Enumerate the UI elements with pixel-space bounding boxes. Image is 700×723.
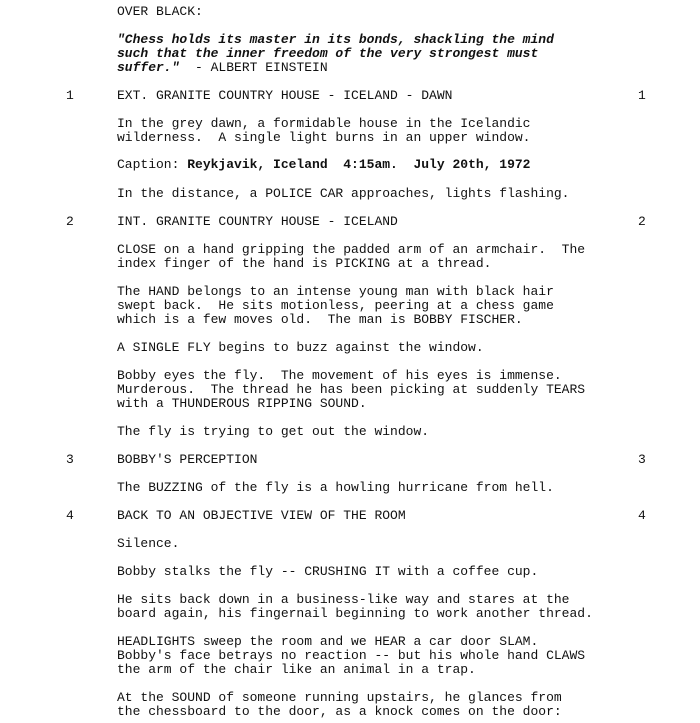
- caption-label: Caption:: [117, 157, 188, 172]
- scene-number-right: 1: [638, 88, 646, 103]
- caption-text: Reykjavik, Iceland 4:15am. July 20th, 1972: [187, 157, 531, 172]
- action-paragraph: Bobby eyes the fly. The movement of his eyes is immense. Murderous. The thread he has been picking at suddenly TEARS with a THUNDEROUS RIPPING SOUND.: [117, 368, 586, 411]
- scene-heading: BACK TO AN OBJECTIVE VIEW OF THE ROOM: [117, 508, 406, 523]
- action-paragraph: He sits back down in a business-like way and stares at the board again, his fingernail beginning to work another thread.: [117, 592, 593, 621]
- action-paragraph: A SINGLE FLY begins to buzz against the window.: [117, 340, 484, 355]
- action-paragraph: Silence.: [117, 536, 180, 551]
- action-paragraph: Bobby stalks the fly -- CRUSHING IT with a coffee cup.: [117, 564, 539, 579]
- action-paragraph: At the SOUND of someone running upstairs, he glances from the chessboard to the door, as a knock comes on the door:: [117, 690, 562, 719]
- scene-number-left: 2: [66, 214, 74, 229]
- epigraph: "Chess holds its master in its bonds, shackling the mind such that the inner freedom of the very strongest must suffer." - ALBERT EINSTEIN: [117, 32, 554, 75]
- scene-number-right: 4: [638, 508, 646, 523]
- epigraph-attribution: - ALBERT EINSTEIN: [179, 60, 328, 75]
- caption: [117, 158, 637, 172]
- scene-heading: BOBBY'S PERCEPTION: [117, 452, 258, 467]
- scene-number-right: 3: [638, 452, 646, 467]
- scene-number-left: 3: [66, 452, 74, 467]
- action-paragraph: In the grey dawn, a formidable house in the Icelandic wilderness. A single light burns in an upper window.: [117, 116, 531, 145]
- transition-over-black: OVER BLACK:: [117, 4, 203, 19]
- scene-number-right: 2: [638, 214, 646, 229]
- scene-heading: EXT. GRANITE COUNTRY HOUSE - ICELAND - DAWN: [117, 88, 453, 103]
- action-paragraph: In the distance, a POLICE CAR approaches, lights flashing.: [117, 186, 570, 201]
- scene-number-left: 1: [66, 88, 74, 103]
- action-paragraph: The HAND belongs to an intense young man with black hair swept back. He sits motionless, peering at a chess game which is a few moves old. The man is BOBBY FISCHER.: [117, 284, 554, 327]
- action-paragraph: CLOSE on a hand gripping the padded arm of an armchair. The index finger of the hand is PICKING at a thread.: [117, 242, 586, 271]
- action-paragraph: The fly is trying to get out the window.: [117, 424, 430, 439]
- scene-number-left: 4: [66, 508, 74, 523]
- action-paragraph: The BUZZING of the fly is a howling hurricane from hell.: [117, 480, 554, 495]
- action-paragraph: HEADLIGHTS sweep the room and we HEAR a car door SLAM. Bobby's face betrays no reaction -- but his whole hand CLAWS the arm of the chair like an animal in a trap.: [117, 634, 586, 677]
- scene-heading: INT. GRANITE COUNTRY HOUSE - ICELAND: [117, 214, 398, 229]
